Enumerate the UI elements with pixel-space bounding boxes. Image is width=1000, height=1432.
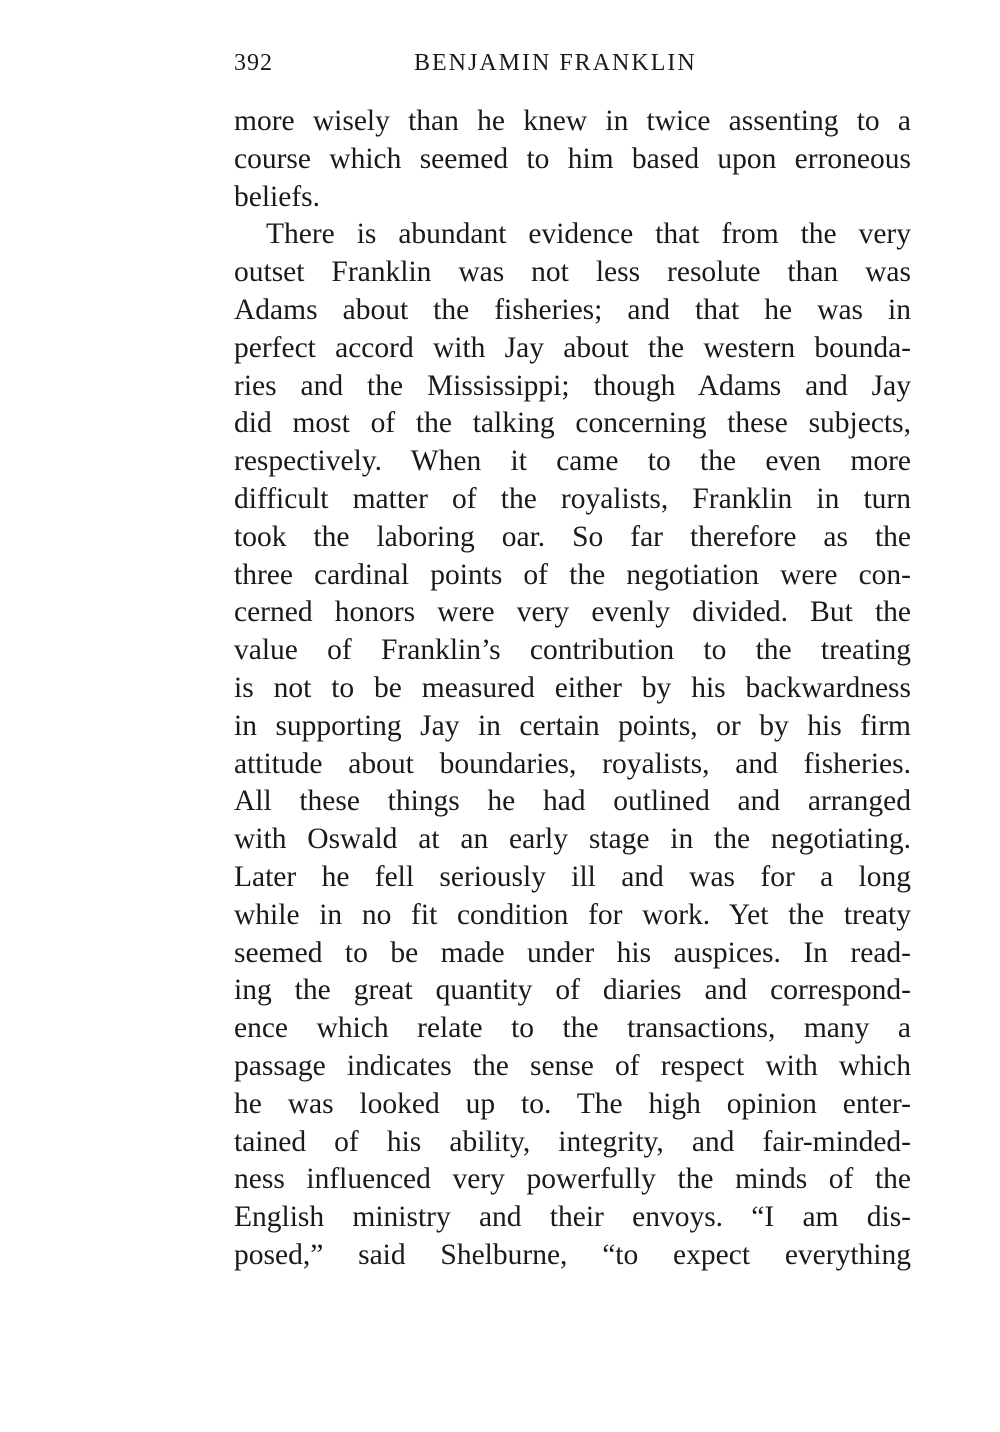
text-line-20: with Oswald at an early stage in the negotiating. [234, 823, 911, 856]
text-line-1: more wisely than he knew in twice assenting to a [234, 105, 911, 137]
text-line-19: All these things he had outlined and arranged [234, 785, 911, 818]
text-line-16: is not to be measured either by his backwardness [234, 671, 911, 704]
text-line-31: posed,” said Shelburne, “to expect everything [234, 1238, 911, 1271]
text-line-8: ries and the Mississippi; though Adams and Jay [234, 369, 911, 402]
text-line-28: tained of his ability, integrity, and fair-minded- [234, 1125, 911, 1158]
running-title: BENJAMIN FRANKLIN [414, 50, 697, 76]
page-number: 392 [234, 50, 273, 76]
text-line-21: Later he fell seriously ill and was for a long [234, 860, 911, 893]
text-line-11: difficult matter of the royalists, Franklin in turn [234, 482, 911, 515]
text-line-22: while in no fit condition for work. Yet the treaty [234, 898, 911, 931]
text-line-24: ing the great quantity of diaries and correspond- [234, 974, 911, 1007]
text-line-23: seemed to be made under his auspices. In read- [234, 936, 911, 969]
text-line-4: There is abundant evidence that from the very [266, 218, 911, 251]
text-line-26: passage indicates the sense of respect with which [234, 1049, 911, 1082]
text-line-25: ence which relate to the transactions, many a [234, 1012, 911, 1045]
text-line-14: cerned honors were very evenly divided. But the [234, 596, 911, 629]
text-line-15: value of Franklin’s contribution to the treating [234, 634, 911, 667]
body-text [234, 103, 911, 1275]
text-line-3: beliefs. [234, 180, 321, 213]
text-line-9: did most of the talking concerning these subjects, [234, 407, 911, 440]
text-line-12: took the laboring oar. So far therefore as the [234, 520, 911, 553]
text-line-27: he was looked up to. The high opinion enter- [234, 1087, 911, 1120]
running-head [234, 50, 911, 84]
text-line-10: respectively. When it came to the even more [234, 445, 911, 478]
text-line-29: ness influenced very powerfully the minds of the [234, 1163, 911, 1196]
text-line-6: Adams about the fisheries; and that he was in [234, 293, 911, 326]
text-line-30: English ministry and their envoys. “I am dis- [234, 1201, 911, 1234]
text-line-13: three cardinal points of the negotiation were con- [234, 558, 911, 591]
text-line-17: in supporting Jay in certain points, or by his firm [234, 709, 911, 742]
text-line-7: perfect accord with Jay about the western bounda- [234, 331, 911, 364]
text-line-18: attitude about boundaries, royalists, and fisheries. [234, 747, 911, 780]
text-line-2: course which seemed to him based upon erroneous [234, 142, 911, 175]
text-line-5: outset Franklin was not less resolute than was [234, 256, 911, 289]
